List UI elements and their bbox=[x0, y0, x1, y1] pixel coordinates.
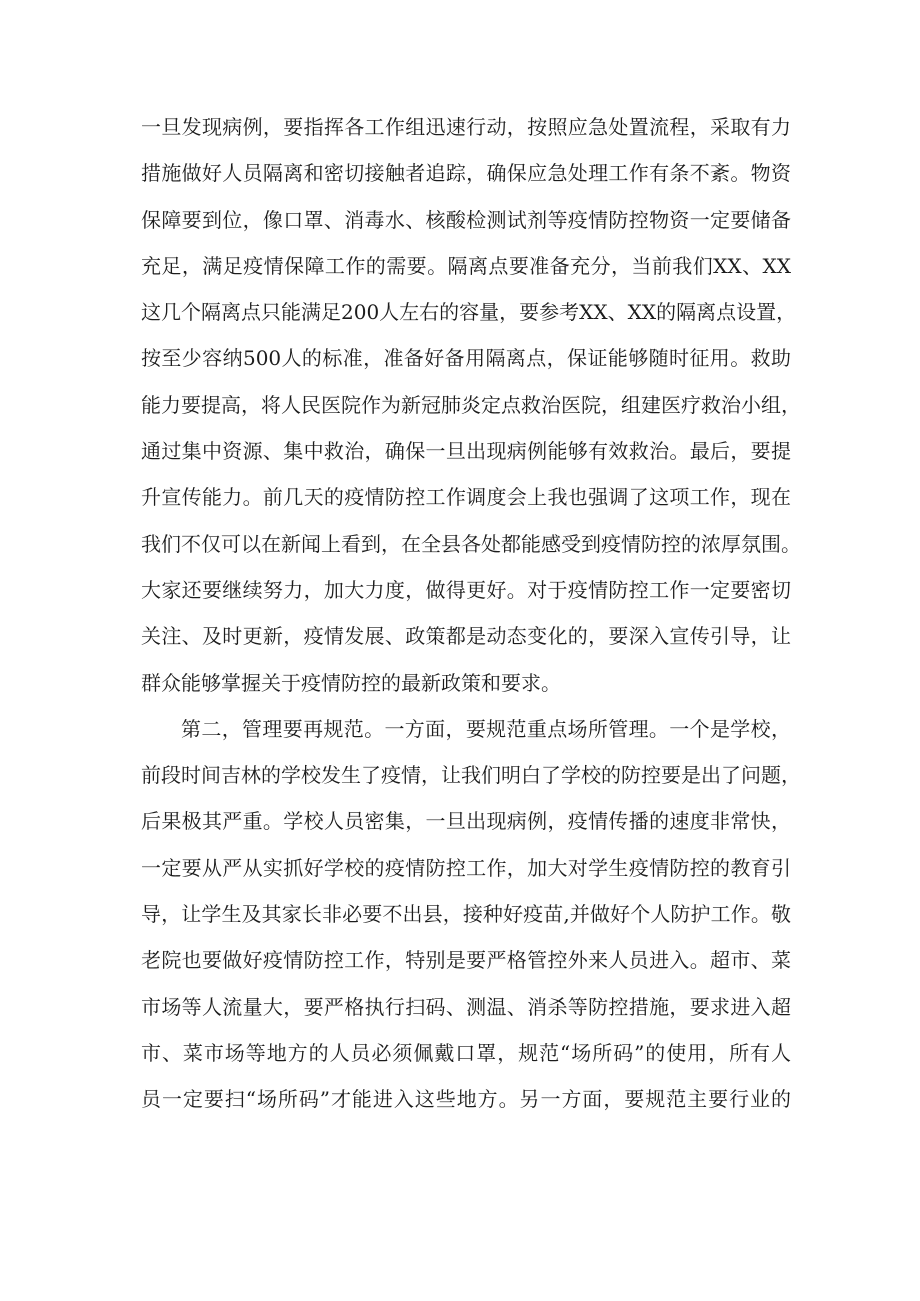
paragraph-1-line-11: 大家还要继续努力，加大力度，做得更好。对于疫情防控工作一定要密切 bbox=[141, 577, 791, 602]
paragraph-1-line-13: 群众能够掌握关于疫情防控的最新政策和要求。 bbox=[141, 670, 561, 695]
paragraph-1-line-7: 能力要提高，将人民医院作为新冠肺炎定点救治医院，组建医疗救治小组， bbox=[141, 392, 801, 417]
paragraph-1-line-4: 充足，满足疫情保障工作的需要。隔离点要准备充分，当前我们XX、XX bbox=[141, 253, 791, 278]
paragraph-1-line-5: 这几个隔离点只能满足200人左右的容量，要参考XX、XX的隔离点设置， bbox=[141, 300, 797, 325]
paragraph-1-line-12: 关注、及时更新，疫情发展、政策都是动态变化的，要深入宣传引导，让 bbox=[141, 624, 791, 649]
paragraph-2-line-5: 导，让学生及其家长非必要不出县，接种好疫苗,并做好个人防护工作。敬 bbox=[141, 902, 791, 927]
paragraph-2-line-7: 市场等人流量大，要严格执行扫码、测温、消杀等防控措施，要求进入超 bbox=[141, 994, 791, 1019]
paragraph-2-line-9: 员一定要扫“场所码”才能进入这些地方。另一方面，要规范主要行业的 bbox=[141, 1087, 791, 1112]
paragraph-2-line-1: 第二，管理要再规范。一方面，要规范重点场所管理。一个是学校， bbox=[181, 716, 791, 741]
paragraph-1-line-1: 一旦发现病例，要指挥各工作组迅速行动，按照应急处置流程，采取有力 bbox=[141, 115, 791, 139]
paragraph-2-line-4: 一定要从严从实抓好学校的疫情防控工作，加大对学生疫情防控的教育引 bbox=[141, 855, 791, 880]
paragraph-1-line-3: 保障要到位，像口罩、消毒水、核酸检测试剂等疫情防控物资一定要储备 bbox=[141, 207, 791, 232]
paragraph-1-line-2: 措施做好人员隔离和密切接触者追踪，确保应急处理工作有条不紊。物资 bbox=[141, 161, 791, 186]
paragraph-1-line-6: 按至少容纳500人的标准，准备好备用隔离点，保证能够随时征用。救助 bbox=[141, 346, 791, 371]
document-body bbox=[141, 104, 801, 1123]
paragraph-2-line-2: 前段时间吉林的学校发生了疫情，让我们明白了学校的防控要是出了问题， bbox=[141, 763, 801, 788]
paragraph-2-line-6: 老院也要做好疫情防控工作，特别是要严格管控外来人员进入。超市、菜 bbox=[141, 948, 791, 973]
paragraph-2-line-3: 后果极其严重。学校人员密集，一旦出现病例，疫情传播的速度非常快， bbox=[141, 809, 791, 834]
paragraph-1-line-9: 升宣传能力。前几天的疫情防控工作调度会上我也强调了这项工作，现在 bbox=[141, 485, 791, 510]
paragraph-1-line-10: 我们不仅可以在新闻上看到，在全县各处都能感受到疫情防控的浓厚氛围。 bbox=[141, 531, 801, 556]
paragraph-1-line-8: 通过集中资源、集中救治，确保一旦出现病例能够有效救治。最后，要提 bbox=[141, 439, 791, 464]
paragraph-2-line-8: 市、菜市场等地方的人员必须佩戴口罩，规范“场所码”的使用，所有人 bbox=[141, 1040, 791, 1065]
